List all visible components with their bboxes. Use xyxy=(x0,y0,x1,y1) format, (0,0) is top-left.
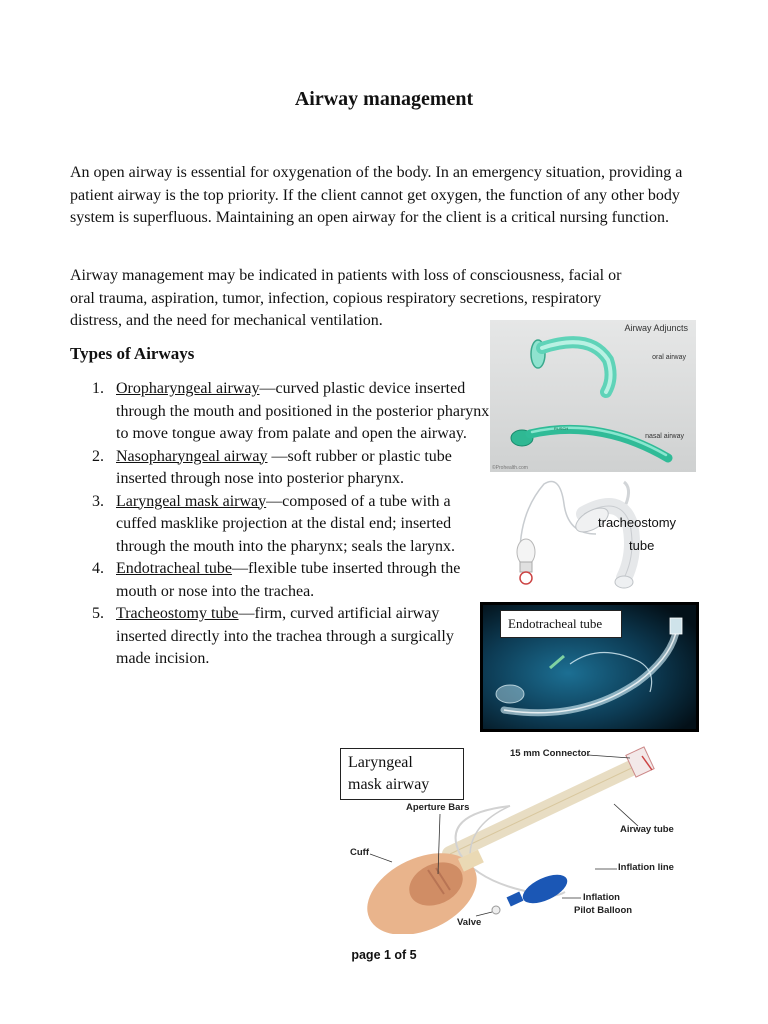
lma-figure xyxy=(340,744,700,934)
list-desc: —flexible tube inserted through the mouth or nose into the trachea. xyxy=(116,560,461,600)
nasal-airway-label: nasal airway xyxy=(645,433,684,440)
oral-airway-label: oral airway xyxy=(652,354,686,361)
image-credit: ©Prohealth.com xyxy=(492,465,528,471)
endotracheal-label: Endotracheal tube xyxy=(500,610,622,638)
list-number: 3. xyxy=(92,492,104,510)
indications-line: distress, and the need for mechanical ventilation. xyxy=(70,312,383,329)
list-number: 5. xyxy=(92,605,104,622)
aperture-bars-label: Aperture Bars xyxy=(406,802,470,813)
connector-label: 15 mm Connector xyxy=(510,748,591,759)
list-term: Endotracheal tube xyxy=(116,560,232,577)
intro-paragraph: An open airway is essential for oxygenation of the body. In an emergency situation, providing a patient airway is the top priority. If the client cannot get oxygen, the function of any other body system is superfluous. Maintaining an open airway for the client is a critical nursing function. xyxy=(70,164,683,226)
indications-line: Airway management may be indicated in patients with loss of consciousness, facial or xyxy=(70,267,622,284)
types-heading: Types of Airways xyxy=(70,344,195,363)
list-item xyxy=(70,446,490,491)
pilot-balloon-label: Inflation xyxy=(583,892,620,903)
svg-text:RUSCH: RUSCH xyxy=(554,426,569,431)
lma-label xyxy=(340,748,464,800)
list-term: Nasopharyngeal airway xyxy=(116,447,268,465)
list-desc: —curved plastic device inserted through the mouth and positioned in the posterior pharynx to move tongue away from palate and open the airway. xyxy=(116,380,490,442)
endotracheal-figure xyxy=(480,602,699,732)
list-desc: —composed of a tube with a cuffed masklike projection at the distal end; inserted through the mouth into the pharynx; seals the larynx. xyxy=(116,492,456,555)
list-desc: —firm, curved artificial airway inserted directly into the trachea through a surgically made incision. xyxy=(116,605,454,667)
tracheostomy-illustration xyxy=(500,474,696,596)
list-item xyxy=(70,491,490,559)
airway-adjuncts-figure xyxy=(490,320,696,472)
list-item xyxy=(70,603,490,671)
cuff-label: Cuff xyxy=(350,847,369,858)
tracheostomy-label-line2: tube xyxy=(629,538,655,553)
list-term: Tracheostomy tube xyxy=(116,605,239,622)
inflation-line-label: Inflation line xyxy=(618,862,674,873)
valve-label: Valve xyxy=(457,917,482,928)
airway-adjuncts-illustration xyxy=(490,320,696,472)
lma-label-line1: Laryngeal xyxy=(348,754,413,771)
indications-line: oral trauma, aspiration, tumor, infection, copious respiratory secretions, respiratory xyxy=(70,289,602,307)
pilot-balloon-label-line2: Pilot Balloon xyxy=(574,905,633,916)
page-title: Airway management xyxy=(294,88,474,110)
page-number: page 1 of 5 xyxy=(351,948,417,962)
list-desc: —soft rubber or plastic tube inserted through nose into posterior pharynx. xyxy=(116,447,452,487)
adjuncts-title: Airway Adjuncts xyxy=(624,323,688,333)
tracheostomy-figure xyxy=(500,474,696,596)
lma-label-line2: mask airway xyxy=(348,776,430,793)
list-number: 1. xyxy=(92,380,104,397)
list-item xyxy=(70,558,490,603)
list-term: Oropharyngeal airway xyxy=(116,380,260,397)
list-item xyxy=(70,378,490,446)
airway-tube-label: Airway tube xyxy=(620,824,674,835)
airway-types-list xyxy=(70,378,490,671)
list-number: 2. xyxy=(92,447,104,465)
tracheostomy-label: tracheostomy xyxy=(598,515,677,530)
list-number: 4. xyxy=(92,560,104,577)
list-term: Laryngeal mask airway xyxy=(116,492,267,510)
